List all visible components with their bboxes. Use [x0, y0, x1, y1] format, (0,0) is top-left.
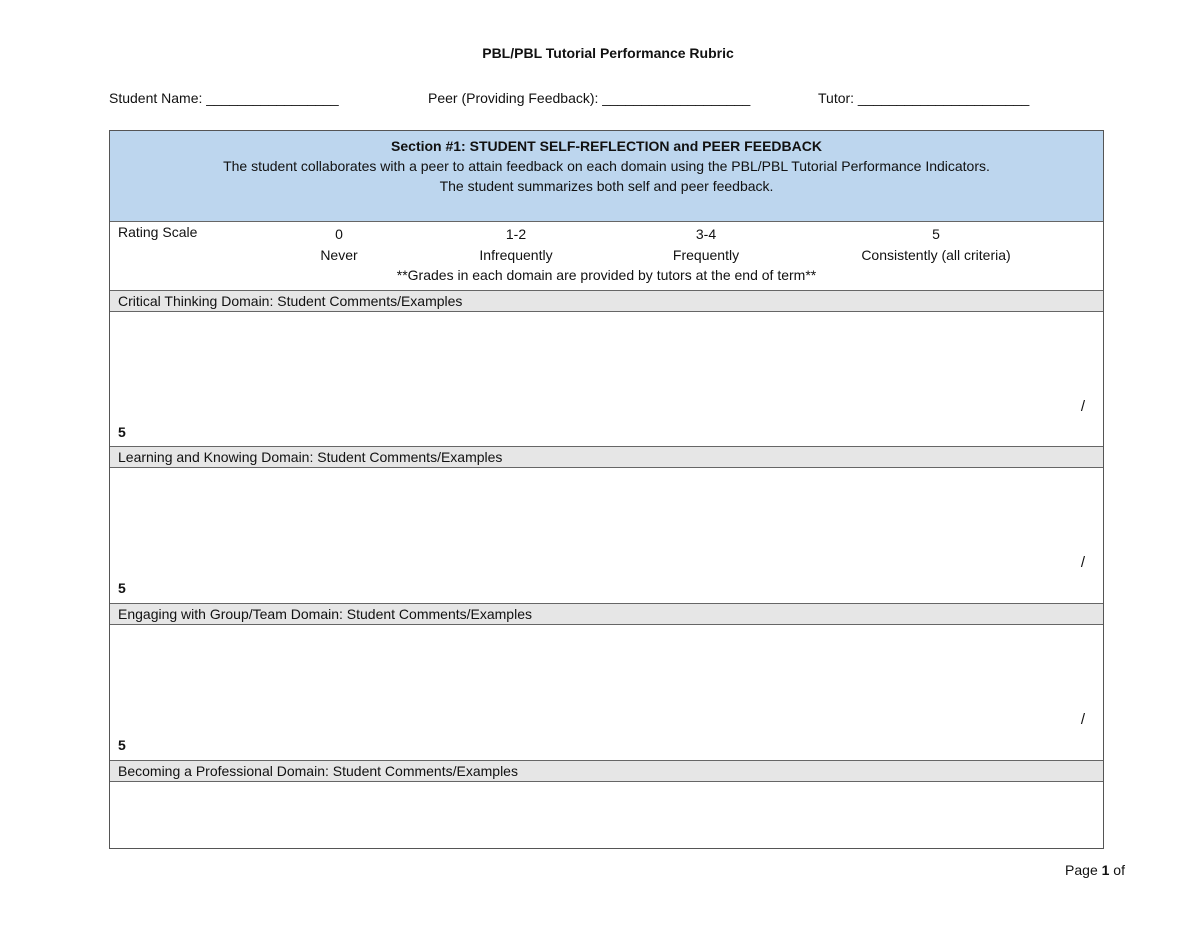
- score-slash: /: [1080, 398, 1085, 415]
- rating-desc: Frequently: [672, 247, 740, 263]
- page-suffix: of: [1109, 862, 1125, 878]
- domain-heading-learning-knowing: Learning and Knowing Domain: Student Comments/Examples: [110, 446, 1103, 468]
- tutor-name-field[interactable]: Tutor: ______________________: [818, 90, 1030, 106]
- score-max: 5: [118, 737, 126, 753]
- domain-heading-professional: Becoming a Professional Domain: Student Comments/Examples: [110, 760, 1103, 782]
- section-description-2: The student summarizes both self and peer feedback.: [439, 178, 774, 194]
- page-number: [1065, 862, 1125, 878]
- rating-score: 1-2: [505, 226, 527, 242]
- section-description-1: The student collaborates with a peer to attain feedback on each domain using the PBL/PBL Tutorial Performance Indicators.: [223, 158, 990, 174]
- rating-level-3-4: [646, 224, 766, 266]
- domain-heading-critical-thinking: Critical Thinking Domain: Student Comments/Examples: [110, 290, 1103, 312]
- rating-desc: Consistently (all criteria): [861, 247, 1011, 263]
- rating-desc: Infrequently: [479, 247, 553, 263]
- rubric-table: [109, 130, 1104, 849]
- domain-comments-professional[interactable]: [110, 782, 1103, 848]
- page-prefix: Page: [1065, 862, 1102, 878]
- rating-level-5: [826, 224, 1046, 266]
- rating-scale: [110, 222, 1103, 290]
- rating-level-1-2: [456, 224, 576, 266]
- page-current: 1: [1101, 862, 1110, 878]
- page-title: PBL/PBL Tutorial Performance Rubric: [482, 45, 734, 61]
- score-max: 5: [118, 580, 126, 596]
- rating-score: 5: [932, 226, 940, 242]
- domain-comments-learning-knowing[interactable]: [110, 468, 1103, 602]
- rating-level-0: [299, 224, 379, 266]
- student-name-field[interactable]: Student Name: _________________: [109, 90, 339, 106]
- domain-heading-group-team: Engaging with Group/Team Domain: Student Comments/Examples: [110, 603, 1103, 625]
- rating-desc: Never: [320, 247, 358, 263]
- section-heading: Section #1: STUDENT SELF-REFLECTION and PEER FEEDBACK: [391, 138, 822, 154]
- rating-score: 3-4: [695, 226, 717, 242]
- score-slash: /: [1080, 711, 1085, 728]
- domain-comments-group-team[interactable]: [110, 625, 1103, 759]
- score-max: 5: [118, 424, 126, 440]
- domain-comments-critical-thinking[interactable]: [110, 312, 1103, 446]
- peer-name-field[interactable]: Peer (Providing Feedback): ___________________: [428, 90, 751, 106]
- score-slash: /: [1080, 554, 1085, 571]
- section-header: [110, 131, 1103, 222]
- rating-scale-label: Rating Scale: [118, 224, 198, 240]
- grading-note: **Grades in each domain are provided by tutors at the end of term**: [396, 267, 817, 283]
- rating-score: 0: [335, 226, 343, 242]
